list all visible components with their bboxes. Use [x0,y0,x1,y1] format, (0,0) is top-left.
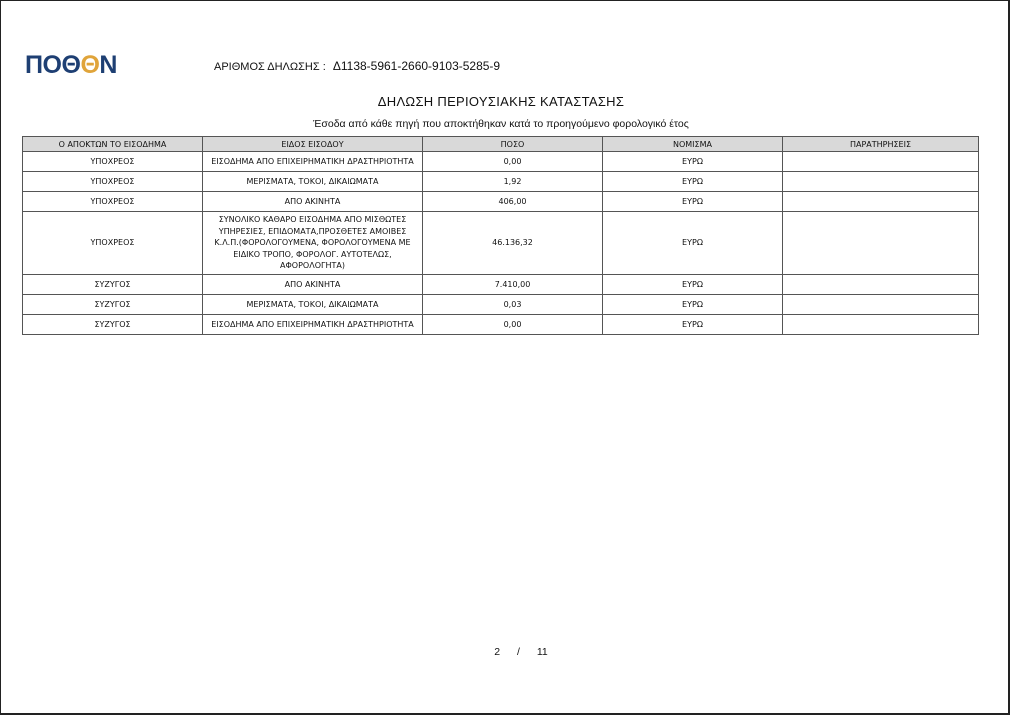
page-total: 11 [536,646,548,658]
cell-currency: ΕΥΡΩ [603,172,783,192]
table-row [23,275,979,295]
page-indicator [1,646,1012,658]
cell-currency: ΕΥΡΩ [603,192,783,212]
cell-amount: 0,00 [423,152,603,172]
page-separator: / [517,646,520,658]
cell-income-type: ΕΙΣΟΔΗΜΑ ΑΠΟ ΕΠΙΧΕΙΡΗΜΑΤΙΚΗ ΔΡΑΣΤΗΡΙΟΤΗΤΑ [203,315,423,335]
cell-income-type: ΜΕΡΙΣΜΑΤΑ, ΤΟΚΟΙ, ΔΙΚΑΙΩΜΑΤΑ [203,172,423,192]
cell-earner: ΥΠΟΧΡΕΟΣ [23,172,203,192]
cell-remarks [783,295,979,315]
cell-earner: ΣΥΖΥΓΟΣ [23,315,203,335]
cell-remarks [783,212,979,275]
header-currency: ΝΟΜΙΣΜΑ [603,137,783,152]
cell-earner: ΥΠΟΧΡΕΟΣ [23,152,203,172]
table-header-row [23,137,979,152]
table-row [23,295,979,315]
page-current: 2 [494,646,501,658]
declaration-number: Δ1138-5961-2660-9103-5285-9 [332,59,501,73]
pothen-logo: ΠΟΘΘΝ [25,51,117,79]
cell-currency: ΕΥΡΩ [603,315,783,335]
table-row [23,192,979,212]
cell-income-type: ΣΥΝΟΛΙΚΟ ΚΑΘΑΡΟ ΕΙΣΟΔΗΜΑ ΑΠΟ ΜΙΣΘΩΤΕΣ ΥΠΗΡΕΣΙΕΣ, ΕΠΙΔΟΜΑΤΑ,ΠΡΟΣΘΕΤΕΣ ΑΜΟΙΒΕΣ Κ.Λ.Π.(ΦΟΡΟΛΟΓΟΥΜΕΝΑ, ΦΟΡΟΛΟΓΟΥΜΕΝΑ ΜΕ ΕΙΔΙΚΟ ΤΡΟΠΟ, ΦΟΡΟΛΟΓ. ΑΥΤΟΤΕΛΩΣ, ΑΦΟΡΟΛΟΓΗΤΑ) [203,212,423,275]
cell-earner: ΥΠΟΧΡΕΟΣ [23,212,203,275]
cell-earner: ΣΥΖΥΓΟΣ [23,295,203,315]
cell-currency: ΕΥΡΩ [603,152,783,172]
header-remarks: ΠΑΡΑΤΗΡΗΣΕΙΣ [783,137,979,152]
cell-currency: ΕΥΡΩ [603,275,783,295]
cell-remarks [783,192,979,212]
header-earner: Ο ΑΠΟΚΤΩΝ ΤΟ ΕΙΣΟΔΗΜΑ [23,137,203,152]
cell-amount: 46.136,32 [423,212,603,275]
cell-remarks [783,152,979,172]
income-table [22,136,979,335]
cell-earner: ΥΠΟΧΡΕΟΣ [23,192,203,212]
document-title: ΔΗΛΩΣΗ ΠΕΡΙΟΥΣΙΑΚΗΣ ΚΑΤΑΣΤΑΣΗΣ [377,94,625,109]
cell-currency: ΕΥΡΩ [603,212,783,275]
table-row [23,152,979,172]
cell-earner: ΣΥΖΥΓΟΣ [23,275,203,295]
cell-amount: 7.410,00 [423,275,603,295]
cell-currency: ΕΥΡΩ [603,295,783,315]
document-subtitle: Έσοδα από κάθε πηγή που αποκτήθηκαν κατά το προηγούμενο φορολογικό έτος [313,118,689,130]
cell-remarks [783,275,979,295]
declaration-label: ΑΡΙΘΜΟΣ ΔΗΛΩΣΗΣ : [214,61,326,73]
cell-amount: 1,92 [423,172,603,192]
cell-amount: 0,00 [423,315,603,335]
cell-income-type: ΑΠΟ ΑΚΙΝΗΤΑ [203,192,423,212]
cell-income-type: ΜΕΡΙΣΜΑΤΑ, ΤΟΚΟΙ, ΔΙΚΑΙΩΜΑΤΑ [203,295,423,315]
header-amount: ΠΟΣΟ [423,137,603,152]
header-income-type: ΕΙΔΟΣ ΕΙΣΟΔΟΥ [203,137,423,152]
cell-remarks [783,172,979,192]
declaration-number-line [214,59,500,73]
cell-amount: 406,00 [423,192,603,212]
cell-income-type: ΕΙΣΟΔΗΜΑ ΑΠΟ ΕΠΙΧΕΙΡΗΜΑΤΙΚΗ ΔΡΑΣΤΗΡΙΟΤΗΤΑ [203,152,423,172]
cell-income-type: ΑΠΟ ΑΚΙΝΗΤΑ [203,275,423,295]
cell-amount: 0,03 [423,295,603,315]
table-row [23,315,979,335]
cell-remarks [783,315,979,335]
table-row [23,172,979,192]
table-row [23,212,979,275]
